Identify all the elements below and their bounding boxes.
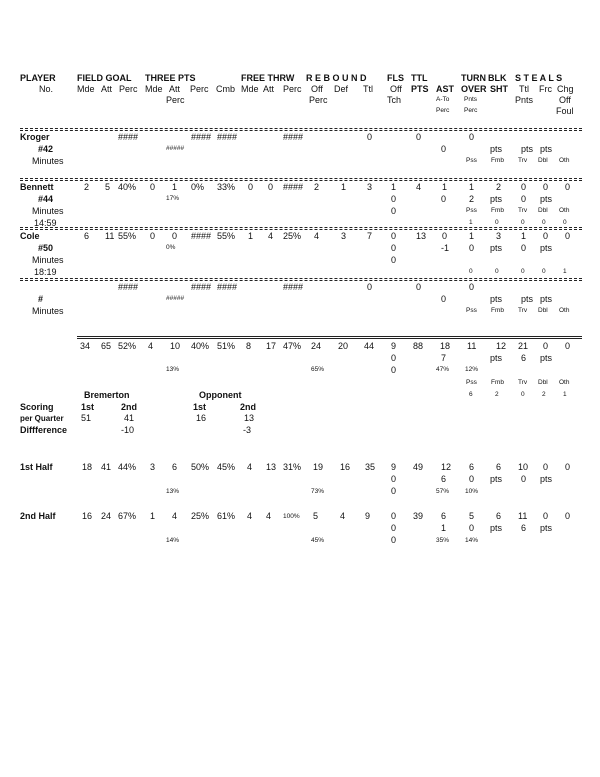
player-name: Bennett	[20, 182, 54, 192]
player-header: PLAYER	[20, 73, 56, 83]
number-header: No.	[39, 84, 54, 94]
team-first-label: 1st	[81, 402, 95, 412]
rb-ttl: 0	[367, 282, 373, 292]
difference-label: Diffference	[20, 425, 68, 435]
ft-att: 0	[268, 182, 274, 192]
dbl-value: 0	[542, 268, 546, 275]
total-header: TTL	[411, 73, 428, 83]
tp-cmb: 33%	[217, 182, 236, 192]
rb-ttl: 3	[367, 182, 373, 192]
total-tch-2: 0	[391, 365, 397, 375]
free-throw-header: FREE THRW	[241, 73, 295, 83]
tp-perc: ####	[191, 132, 212, 142]
half-tp-perc: 50%	[191, 462, 210, 472]
half-label: 2nd Half	[20, 511, 56, 521]
half-ft-made: 4	[247, 462, 253, 472]
half-label: 1st Half	[20, 462, 53, 472]
dbl-label: Dbl	[538, 207, 548, 214]
tp-perc: ####	[191, 282, 212, 292]
total-pss-value: 6	[469, 391, 473, 398]
turnovers: 0	[469, 282, 475, 292]
total-fmb-label: Fmb	[491, 379, 504, 386]
turn-header: TURN	[461, 73, 486, 83]
steals-total: 1	[521, 231, 527, 241]
tp-perc: 0%	[191, 182, 205, 192]
half-fg-att: 24	[101, 511, 112, 521]
assist-to: 0	[441, 194, 447, 204]
player-divider-top	[20, 128, 582, 129]
player-name: Cole	[20, 231, 40, 241]
tp-made: 0	[150, 231, 156, 241]
player-number: #50	[38, 243, 54, 253]
fg-perc: ####	[118, 282, 139, 292]
total-tp-att-perc: 13%	[166, 366, 180, 373]
steal-pnts: 0	[521, 194, 527, 204]
fg-made: 6	[84, 231, 90, 241]
total-fouls: 9	[391, 341, 397, 351]
half-rb-off-perc: 45%	[311, 537, 325, 544]
oth-label: Oth	[559, 207, 570, 214]
total-steal-pnts: 6	[521, 353, 527, 363]
assists: 1	[442, 182, 448, 192]
total-rb-off-perc: 65%	[311, 366, 325, 373]
turnovers: 0	[469, 132, 475, 142]
team-difference: -10	[121, 425, 135, 435]
player-divider-top	[20, 227, 582, 228]
steal-pts-label: pts	[540, 243, 553, 253]
half-ft-perc: 100%	[283, 513, 300, 520]
pss-label: Pss	[466, 207, 477, 214]
half-fg-made: 18	[82, 462, 93, 472]
total-fg-made: 34	[80, 341, 91, 351]
total-steals: 21	[518, 341, 529, 351]
off-touch: 0	[391, 243, 397, 253]
sht-pts: pts	[490, 144, 503, 154]
over-perc-header: Perc	[464, 107, 478, 114]
half-ast-perc: 35%	[436, 537, 450, 544]
half-rb-off: 5	[313, 511, 319, 521]
half-chg: 0	[565, 511, 571, 521]
half-ft-att: 4	[266, 511, 272, 521]
totals-rule-top	[77, 336, 582, 337]
total-steal-pts-label: pts	[540, 353, 553, 363]
half-steal-pnts: 6	[521, 523, 527, 533]
total-rb-ttl: 44	[364, 341, 375, 351]
fg-perc-header: Perc	[119, 84, 138, 94]
pss-value: 0	[469, 268, 473, 275]
assist-to: -1	[441, 243, 450, 253]
fmb-value: 0	[495, 219, 499, 226]
half-to-perc: 10%	[465, 488, 479, 495]
total-frc: 0	[543, 341, 549, 351]
half-ast-to: 1	[441, 523, 447, 533]
ft-made: 0	[248, 182, 254, 192]
tp-att-header: Att	[169, 84, 181, 94]
half-tp-att-perc: 13%	[166, 488, 180, 495]
tp-cmb: ####	[217, 132, 238, 142]
team-q2: 41	[124, 413, 135, 423]
half-rb-ttl: 9	[365, 511, 371, 521]
half-tch: 0	[391, 523, 397, 533]
player-divider-bottom	[20, 130, 582, 131]
ast-header: AST	[436, 84, 454, 94]
rb-ttl: 0	[367, 132, 373, 142]
half-ft-made: 4	[247, 511, 253, 521]
half-turnovers: 5	[469, 511, 475, 521]
tp-made-header: Mde	[145, 84, 163, 94]
steals-total: 0	[521, 182, 527, 192]
player-divider-top	[20, 178, 582, 179]
opp-difference: -3	[243, 425, 252, 435]
player-divider-bottom	[20, 180, 582, 181]
over-pnts-header: Pnts	[464, 96, 478, 103]
fg-att: 5	[105, 182, 111, 192]
assist-to: 0	[441, 294, 447, 304]
total-tp-cmb: 51%	[217, 341, 236, 351]
st-pnts-header: Pnts	[515, 95, 534, 105]
half-chg: 0	[565, 462, 571, 472]
tp-att-perc: 0%	[166, 244, 176, 251]
total-oth-label: Oth	[559, 379, 570, 386]
fmb-value: 0	[495, 268, 499, 275]
trv-value: 0	[521, 219, 525, 226]
total-fmb-value: 2	[495, 391, 499, 398]
block-header: BLK	[488, 73, 507, 83]
st-ttl-header: Ttl	[519, 84, 529, 94]
ft-perc: ####	[283, 282, 304, 292]
total-to-perc: 12%	[465, 366, 479, 373]
opp-first-label: 1st	[193, 402, 207, 412]
minutes-label: Minutes	[32, 306, 64, 316]
minutes-label: Minutes	[32, 255, 64, 265]
oth-value: 0	[563, 219, 567, 226]
trv-label: Trv	[518, 157, 528, 164]
pts-header: PTS	[411, 84, 429, 94]
opp-q2: 13	[244, 413, 255, 423]
fg-made-header: Mde	[77, 84, 95, 94]
fmb-label: Fmb	[491, 157, 504, 164]
points: 13	[416, 231, 427, 241]
steal-pnts: pts	[521, 294, 534, 304]
per-quarter-label: per Quarter	[20, 414, 64, 423]
half-steals: 11	[518, 511, 528, 521]
three-pts-header: THREE PTS	[145, 73, 196, 83]
tp-cmb-header: Cmb	[216, 84, 236, 94]
steal-pnts: 0	[521, 243, 527, 253]
total-tp-att: 10	[170, 341, 181, 351]
half-steals: 10	[518, 462, 529, 472]
dbl-value: 0	[542, 219, 546, 226]
scoring-label: Scoring	[20, 402, 54, 412]
minutes-label: Minutes	[32, 206, 64, 216]
total-rb-def: 20	[338, 341, 349, 351]
rb-off-header: Off	[311, 84, 323, 94]
team-q1: 51	[81, 413, 92, 423]
field-goal-header: FIELD GOAL	[77, 73, 132, 83]
half-tp-att: 6	[172, 462, 178, 472]
half-fg-perc: 44%	[118, 462, 137, 472]
fg-perc: ####	[118, 132, 139, 142]
half-sht-pts: pts	[490, 523, 503, 533]
total-sht-pts: pts	[490, 353, 503, 363]
pss-value: 1	[469, 219, 473, 226]
charges: 0	[565, 182, 571, 192]
tp-att-perc-header: Perc	[166, 95, 185, 105]
total-sht: 12	[496, 341, 507, 351]
half-rb-off: 19	[313, 462, 324, 472]
chg-off-header: Off	[559, 95, 571, 105]
charges: 0	[565, 231, 571, 241]
half-steal-pts-label: pts	[540, 523, 553, 533]
total-trv-value: 0	[521, 391, 525, 398]
trv-label: Trv	[518, 207, 528, 214]
half-points: 39	[413, 511, 424, 521]
points: 0	[416, 132, 422, 142]
fouls: 1	[391, 182, 397, 192]
half-tch: 0	[391, 474, 397, 484]
fg-made: 2	[84, 182, 90, 192]
tp-att: 1	[172, 182, 178, 192]
player-number: #	[38, 294, 44, 304]
total-oth-value: 1	[563, 391, 567, 398]
assist-to: 0	[441, 144, 447, 154]
turnovers: 1	[469, 231, 475, 241]
off-touch: 0	[391, 194, 397, 204]
tp-perc: ####	[191, 231, 212, 241]
fouls-header: FLS	[387, 73, 404, 83]
fmb-label: Fmb	[491, 207, 504, 214]
total-turnovers: 11	[467, 341, 477, 351]
half-tch-2: 0	[391, 535, 397, 545]
tp-att-perc: #####	[166, 295, 185, 302]
total-fg-att: 65	[101, 341, 112, 351]
opp-q1: 16	[196, 413, 207, 423]
half-ft-att: 13	[266, 462, 277, 472]
total-dbl-label: Dbl	[538, 379, 548, 386]
half-steal-pts-label: pts	[540, 474, 553, 484]
half-fouls: 0	[391, 511, 397, 521]
total-rb-off: 24	[311, 341, 322, 351]
oth-value: 1	[563, 268, 567, 275]
rb-def: 3	[341, 231, 347, 241]
half-tp-made: 3	[150, 462, 156, 472]
player-number: #42	[38, 144, 54, 154]
trv-value: 0	[521, 268, 525, 275]
dbl-label: Dbl	[538, 307, 548, 314]
dbl-label: Dbl	[538, 157, 548, 164]
pss-label: Pss	[466, 157, 477, 164]
fg-att: 11	[105, 231, 115, 241]
half-to-pnts: 0	[469, 523, 475, 533]
rb-ttl-header: Ttl	[363, 84, 373, 94]
forced: 0	[543, 231, 549, 241]
tp-att-perc: #####	[166, 145, 185, 152]
half-points: 49	[413, 462, 424, 472]
half-ast: 12	[441, 462, 452, 472]
tp-att-perc: 17%	[166, 195, 180, 202]
total-trv-label: Trv	[518, 379, 528, 386]
minutes-value: 18:19	[34, 267, 57, 277]
half-turnovers: 6	[469, 462, 475, 472]
player-divider-bottom	[20, 280, 582, 281]
tp-made: 0	[150, 182, 156, 192]
opp-second-label: 2nd	[240, 402, 257, 412]
over-header: OVER	[461, 84, 487, 94]
half-ast: 6	[441, 511, 447, 521]
ft-perc: ####	[283, 132, 304, 142]
half-rb-ttl: 35	[365, 462, 376, 472]
turnover-pnts: 0	[469, 243, 475, 253]
opponent-name: Opponent	[199, 390, 242, 400]
tp-cmb: 55%	[217, 231, 236, 241]
total-fg-perc: 52%	[118, 341, 137, 351]
turnovers: 1	[469, 182, 475, 192]
assists: 0	[442, 231, 448, 241]
chg-foul-header: Foul	[556, 106, 574, 116]
half-fg-made: 16	[82, 511, 93, 521]
sht-header: SHT	[490, 84, 508, 94]
half-to-perc: 14%	[465, 537, 479, 544]
steal-pnts: pts	[521, 144, 534, 154]
ft-perc: 25%	[283, 231, 302, 241]
total-tp-made: 4	[148, 341, 154, 351]
fg-perc: 55%	[118, 231, 137, 241]
points: 4	[416, 182, 422, 192]
half-ast-perc: 57%	[436, 488, 450, 495]
ft-perc-header: Perc	[283, 84, 302, 94]
sht-pts: pts	[490, 243, 503, 253]
rb-def-header: Def	[334, 84, 349, 94]
off-touch-2: 0	[391, 255, 397, 265]
half-tp-made: 1	[150, 511, 156, 521]
oth-label: Oth	[559, 157, 570, 164]
sht-pts: pts	[490, 194, 503, 204]
forced: 0	[543, 182, 549, 192]
ft-att: 4	[268, 231, 274, 241]
ft-att-header: Att	[263, 84, 275, 94]
sht: 2	[496, 182, 502, 192]
rb-ttl: 7	[367, 231, 373, 241]
rebound-header: R E B O U N D	[306, 73, 367, 83]
rb-def: 1	[341, 182, 347, 192]
half-rb-off-perc: 73%	[311, 488, 325, 495]
half-fg-perc: 67%	[118, 511, 137, 521]
half-tp-att: 4	[172, 511, 178, 521]
half-frc: 0	[543, 511, 549, 521]
half-tp-cmb: 61%	[217, 511, 236, 521]
total-tp-perc: 40%	[191, 341, 210, 351]
half-fg-att: 41	[101, 462, 112, 472]
fg-att-header: Att	[101, 84, 113, 94]
pss-label: Pss	[466, 307, 477, 314]
minutes-value: 14:59	[34, 218, 57, 228]
sht-pts: pts	[490, 294, 503, 304]
fmb-label: Fmb	[491, 307, 504, 314]
half-rb-def: 16	[340, 462, 351, 472]
off-touch-2: 0	[391, 206, 397, 216]
totals-rule-bottom	[77, 338, 582, 339]
half-frc: 0	[543, 462, 549, 472]
total-ast: 18	[440, 341, 451, 351]
fouls: 0	[391, 231, 397, 241]
total-tch: 0	[391, 353, 397, 363]
steal-pts-label: pts	[540, 144, 553, 154]
total-points: 88	[413, 341, 424, 351]
half-steal-pnts: 0	[521, 474, 527, 484]
turnover-pnts: 2	[469, 194, 475, 204]
rb-off-perc-header: Perc	[309, 95, 328, 105]
total-ft-att: 17	[266, 341, 277, 351]
half-ft-perc: 31%	[283, 462, 302, 472]
player-divider-bottom	[20, 229, 582, 230]
player-name: Kroger	[20, 132, 50, 142]
total-ft-perc: 47%	[283, 341, 302, 351]
total-pss-label: Pss	[466, 379, 477, 386]
total-ast-to: 7	[441, 353, 447, 363]
half-sht: 6	[496, 462, 502, 472]
half-tp-cmb: 45%	[217, 462, 236, 472]
chg-header: Chg	[557, 84, 574, 94]
sht: 3	[496, 231, 502, 241]
rb-off: 2	[314, 182, 320, 192]
ast-perc-header: Perc	[436, 107, 450, 114]
half-rb-def: 4	[340, 511, 346, 521]
oth-label: Oth	[559, 307, 570, 314]
ft-made: 1	[248, 231, 254, 241]
fls-off-header: Off	[390, 84, 402, 94]
frc-header: Frc	[539, 84, 552, 94]
steal-pts-label: pts	[540, 194, 553, 204]
half-tp-att-perc: 14%	[166, 537, 180, 544]
half-tch-2: 0	[391, 486, 397, 496]
total-chg: 0	[565, 341, 571, 351]
half-ast-to: 6	[441, 474, 447, 484]
player-number: #44	[38, 194, 54, 204]
total-dbl-value: 2	[542, 391, 546, 398]
half-sht-pts: pts	[490, 474, 503, 484]
team-name: Bremerton	[84, 390, 130, 400]
tp-perc-header: Perc	[190, 84, 209, 94]
fls-tch-header: Tch	[387, 95, 402, 105]
half-fouls: 9	[391, 462, 397, 472]
fg-perc: 40%	[118, 182, 137, 192]
tp-att: 0	[172, 231, 178, 241]
half-to-pnts: 0	[469, 474, 475, 484]
player-divider-top	[20, 278, 582, 279]
rb-off: 4	[314, 231, 320, 241]
steal-pts-label: pts	[540, 294, 553, 304]
total-ast-perc: 47%	[436, 366, 450, 373]
team-second-label: 2nd	[121, 402, 138, 412]
half-sht: 6	[496, 511, 502, 521]
ft-perc: ####	[283, 182, 304, 192]
steals-header: S T E A L S	[515, 73, 563, 83]
ast-ato-header: A-To	[436, 96, 450, 103]
ft-made-header: Mde	[241, 84, 259, 94]
total-ft-made: 8	[246, 341, 252, 351]
trv-label: Trv	[518, 307, 528, 314]
points: 0	[416, 282, 422, 292]
tp-cmb: ####	[217, 282, 238, 292]
half-tp-perc: 25%	[191, 511, 210, 521]
minutes-label: Minutes	[32, 156, 64, 166]
